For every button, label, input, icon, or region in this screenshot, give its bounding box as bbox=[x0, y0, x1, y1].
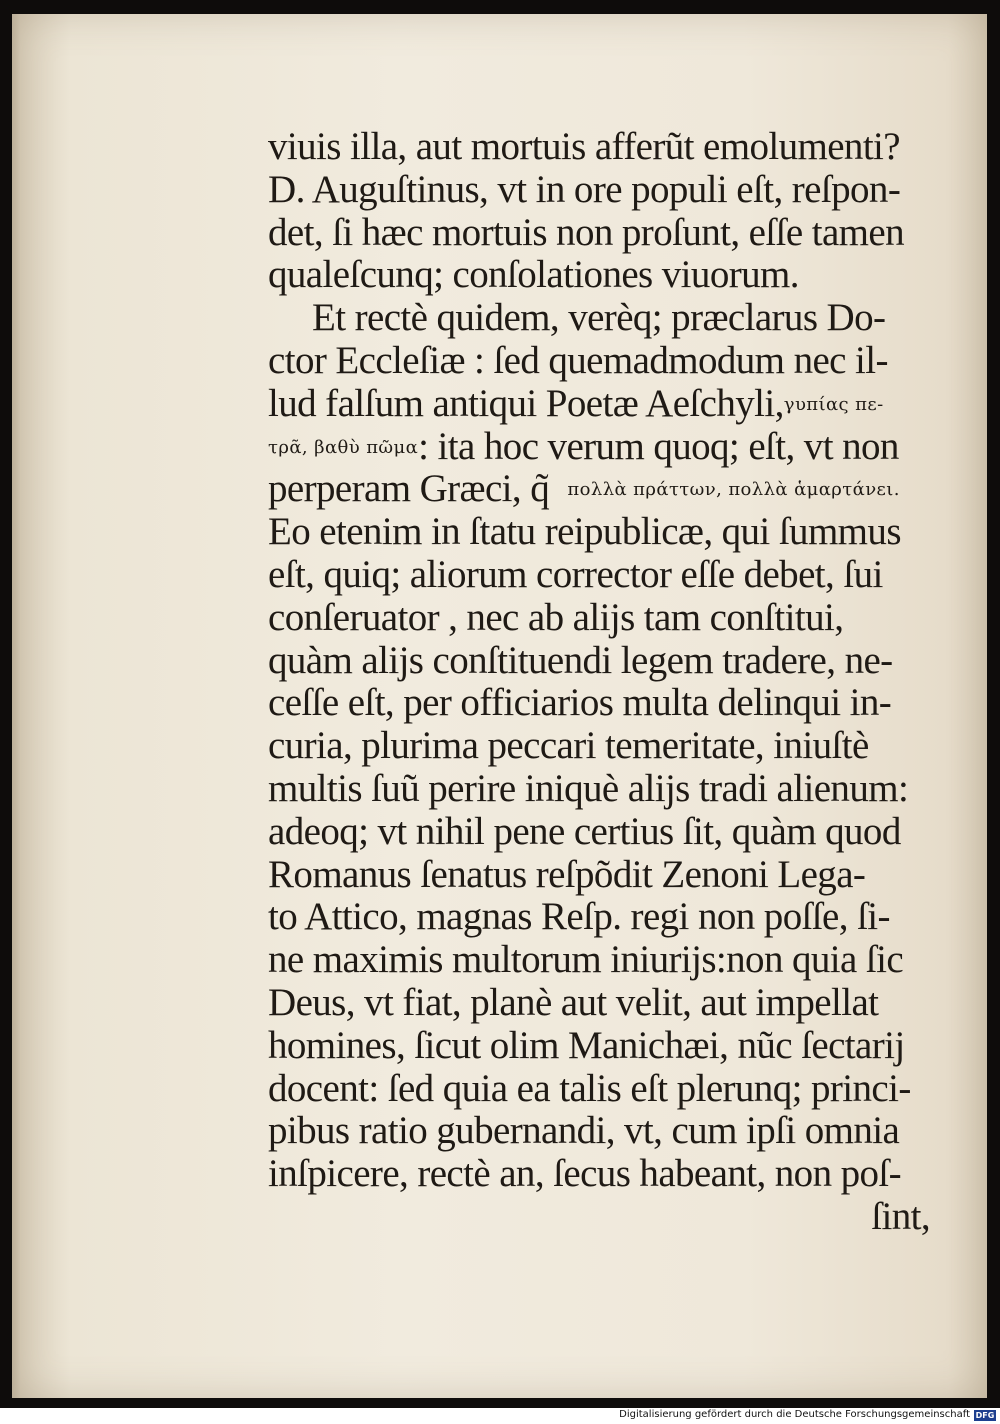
text-line: D. Auguſtinus, vt in ore populi eſt, reſpon- bbox=[268, 167, 901, 211]
latin-fragment: : ita hoc verum quoq; eſt, vt non bbox=[418, 424, 899, 468]
text-line: ctor Eccleſiæ : ſed quemadmodum nec il- bbox=[268, 338, 888, 382]
greek-quote: πολλὰ πράττων, πολλὰ ἁμαρτάνει. bbox=[567, 479, 900, 501]
text-line: homines, ſicut olim Manichæi, nũc ſectarij bbox=[268, 1023, 905, 1067]
text-line bbox=[268, 383, 948, 426]
text-line: Et rectè quidem, verèq; præclarus Do- bbox=[312, 296, 886, 340]
body-text bbox=[268, 126, 948, 1239]
text-line: docent: ſed quia ea talis eſt plerunq; princi- bbox=[268, 1066, 911, 1110]
book-page bbox=[12, 14, 987, 1398]
footer-bar bbox=[0, 1408, 1000, 1424]
greek-fragment: τρᾶ, βαθὺ πῶμα bbox=[268, 436, 419, 458]
text-line: adeoq; vt nihil pene certius ſit, quàm quod bbox=[268, 809, 901, 853]
text-line: Deus, vt fiat, planè aut velit, aut impellat bbox=[268, 980, 879, 1024]
text-line: multis ſuũ perire iniquè alijs tradi alienum: bbox=[268, 766, 909, 810]
text-line bbox=[268, 468, 948, 511]
text-line: quàm alijs conſtituendi legem tradere, ne- bbox=[268, 638, 893, 682]
text-line: ceſſe eſt, per officiarios multa delinqui in- bbox=[268, 681, 892, 725]
text-line: det, ſi hæc mortuis non proſunt, eſſe tamen bbox=[268, 210, 905, 254]
text-line: Eo etenim in ſtatu reipublicæ, qui ſummus bbox=[268, 510, 901, 554]
catchword: ſint, bbox=[871, 1194, 930, 1238]
text-line: conſeruator , nec ab alijs tam conſtitui, bbox=[268, 595, 844, 639]
text-line: eſt, quiq; aliorum corrector eſſe debet, ſui bbox=[268, 552, 883, 596]
text-line: ne maximis multorum iniurijs:non quia ſic bbox=[268, 938, 904, 982]
text-line: pibus ratio gubernandi, vt, cum ipſi omnia bbox=[268, 1109, 900, 1153]
dfg-logo: DFG bbox=[975, 1411, 995, 1420]
text-line: curia, plurima peccari temeritate, iniuſtè bbox=[268, 724, 869, 768]
latin-fragment: perperam Græci, q̃ bbox=[268, 467, 550, 511]
latin-fragment: lud falſum antiqui Poetæ Aeſchyli, bbox=[268, 381, 784, 425]
text-line: qualeſcunq; conſolationes viuorum. bbox=[268, 253, 799, 297]
text-line: to Attico, magnas Reſp. regi non poſſe, ſi- bbox=[268, 895, 890, 939]
funding-credit: Digitalisierung gefördert durch die Deutsche Forschungsgemeinschaft bbox=[619, 1409, 970, 1420]
text-line: Romanus ſenatus reſpõdit Zenoni Lega- bbox=[268, 852, 866, 896]
greek-fragment: γυπίας πε- bbox=[783, 393, 884, 415]
text-line: inſpicere, rectè an, ſecus habeant, non poſ- bbox=[268, 1152, 902, 1196]
text-line: viuis illa, aut mortuis afferũt emolumenti? bbox=[268, 125, 901, 168]
text-line bbox=[268, 426, 948, 469]
